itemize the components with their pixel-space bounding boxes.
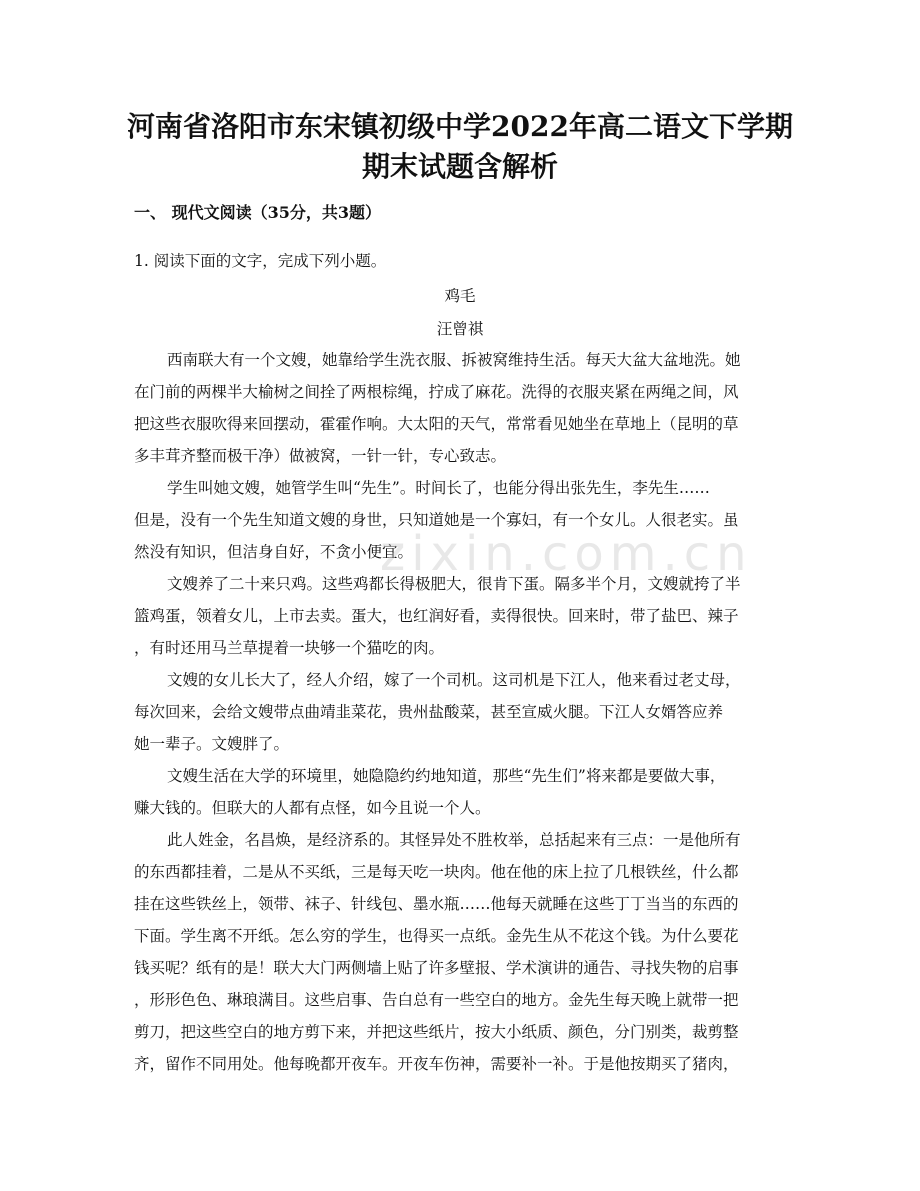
body-line: 学生叫她文嫂，她管学生叫“先生”。时间长了，也能分得出张先生，李先生…… [167, 479, 710, 497]
body-line: 文嫂生活在大学的环境里，她隐隐约约地知道，那些“先生们”将来都是要做大事， [167, 767, 726, 785]
body-line: 每次回来，会给文嫂带点曲靖韭菜花，贵州盐酸菜，甚至宣威火腿。下江人女婿答应养 [134, 703, 724, 721]
body-line: 她一辈子。文嫂胖了。 [134, 735, 290, 753]
article-author: 汪曾祺 [436, 320, 484, 338]
body-line: 多丰茸齐整而极干净）做被窝，一针一针，专心致志。 [134, 447, 507, 465]
body-line: 此人姓金，名昌焕，是经济系的。其怪异处不胜枚举，总括起来有三点：一是他所有 [167, 831, 741, 849]
body-line: 的东西都挂着，二是从不买纸，三是每天吃一块肉。他在他的床上拉了几根铁丝，什么都 [134, 863, 739, 881]
doc-title-line1: 河南省洛阳市东宋镇初级中学2022年高二语文下学期 [127, 110, 793, 143]
body-line: 篮鸡蛋，领着女儿，上市去卖。蛋大，也红润好看，卖得很快。回来时，带了盐巴、辣子 [134, 607, 739, 625]
body-line: ，形形色色、琳琅满目。这些启事、告白总有一些空白的地方。金先生每天晚上就带一把 [134, 991, 739, 1009]
body-line: 下面。学生离不开纸。怎么穷的学生，也得买一点纸。金先生从不花这个钱。为什么要花 [134, 927, 739, 945]
body-line: 挂在这些铁丝上，领带、袜子、针线包、墨水瓶……他每天就睡在这些丁丁当当的东西的 [134, 895, 739, 913]
doc-title-line2: 期末试题含解析 [361, 150, 558, 183]
body-line: 赚大钱的。但联大的人都有点怪，如今且说一个人。 [134, 799, 491, 817]
body-line: 钱买呢？纸有的是！联大大门两侧墙上贴了许多壁报、学术演讲的通告、寻找失物的启事 [134, 959, 739, 977]
body-line: 文嫂养了二十来只鸡。这些鸡都长得极肥大，很肯下蛋。隔多半个月，文嫂就挎了半 [167, 575, 741, 593]
body-line: 然没有知识，但洁身自好，不贪小便宜。 [134, 543, 414, 561]
body-line: 齐，留作不同用处。他每晚都开夜车。开夜车伤神，需要补一补。于是他按期买了猪肉， [134, 1055, 739, 1073]
body-line: 但是，没有一个先生知道文嫂的身世，只知道她是一个寡妇，有一个女儿。人很老实。虽 [134, 511, 739, 529]
article-title: 鸡毛 [444, 287, 476, 305]
section-heading: 一、 现代文阅读（35分，共3题） [134, 203, 381, 222]
body-line: 剪刀，把这些空白的地方剪下来，并把这些纸片，按大小纸质、颜色，分门别类，裁剪整 [134, 1023, 739, 1041]
body-line: 西南联大有一个文嫂，她靠给学生洗衣服、拆被窝维持生活。每天大盆大盆地洗。她 [167, 351, 741, 369]
body-line: 在门前的两棵半大榆树之间拴了两根棕绳，拧成了麻花。洗得的衣服夹紧在两绳之间，风 [134, 383, 739, 401]
body-line: 把这些衣服吹得来回摆动，霍霍作响。大太阳的天气，常常看见她坐在草地上（昆明的草 [134, 415, 739, 433]
body-line: ，有时还用马兰草提着一块够一个猫吃的肉。 [134, 639, 445, 657]
body-line: 文嫂的女儿长大了，经人介绍，嫁了一个司机。这司机是下江人，他来看过老丈母， [167, 671, 741, 689]
watermark: zixin.com.cn [380, 526, 753, 582]
question-prompt: 1. 阅读下面的文字，完成下列小题。 [134, 252, 387, 270]
